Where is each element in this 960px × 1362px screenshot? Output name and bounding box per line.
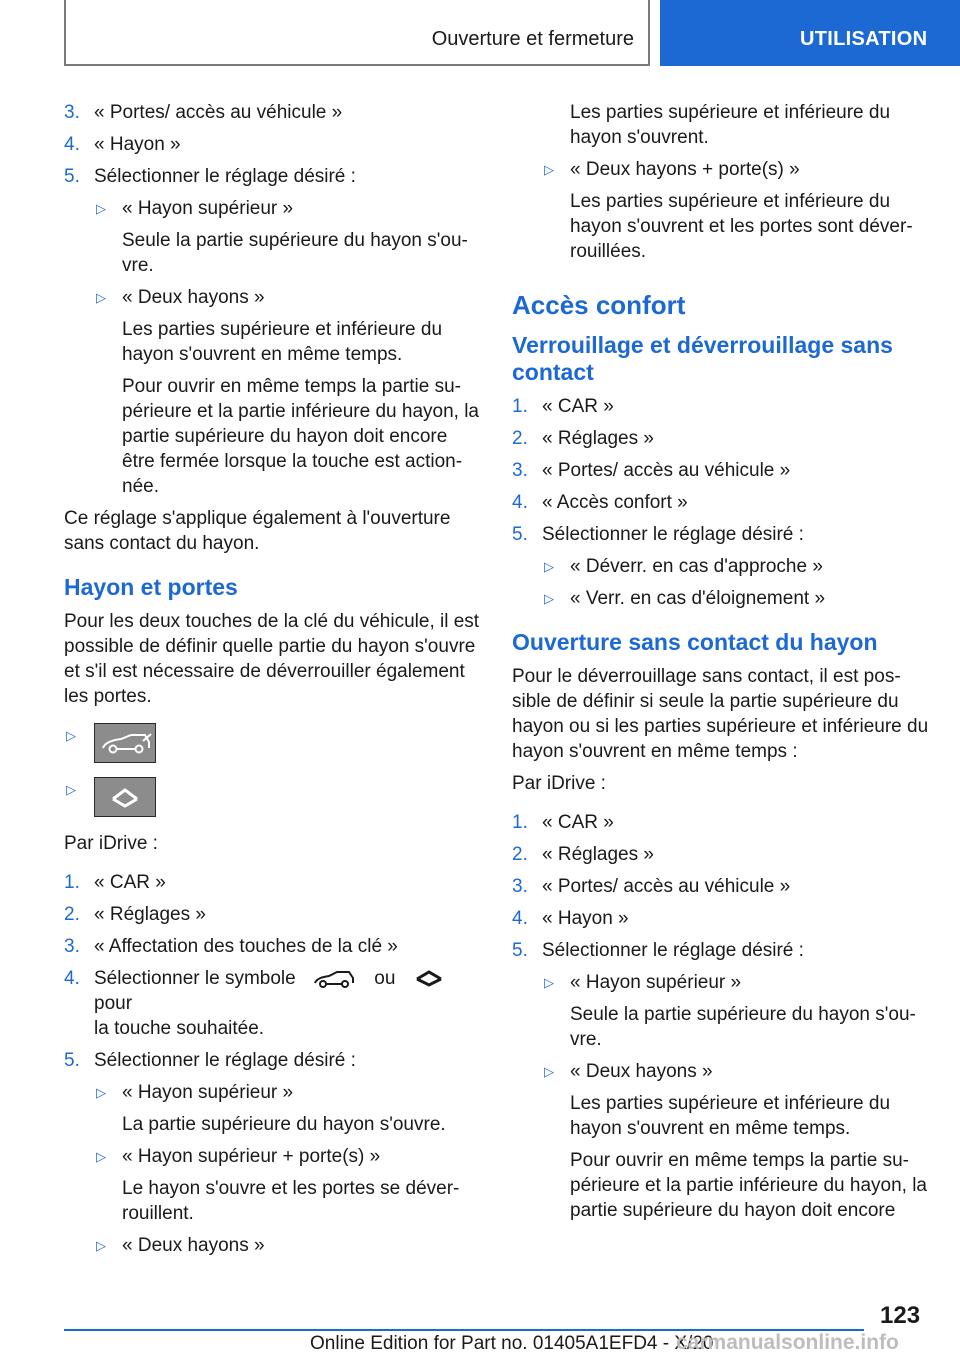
- car-tailgate-icon: [311, 968, 359, 990]
- triangle-bullet-icon: ▷: [96, 1085, 106, 1100]
- list-item: 2. « Réglages »: [512, 844, 654, 865]
- sub-item-note: Pour ouvrir en même temps la partie su- périeure et la partie inférieure du hayon, la partie supérieure du hayon doit encore être fermée lorsque la touche est action- née.: [122, 376, 480, 497]
- sub-item-desc: Les parties supérieure et inférieure du hayon s'ouvrent.: [570, 102, 891, 148]
- triangle-bullet-icon: ▷: [544, 559, 554, 574]
- list-item: 1. « CAR »: [512, 812, 614, 833]
- paragraph: Pour les deux touches de la clé du véhicule, il est possible de définir quelle partie du hayon s'ouvre et s'il est nécessaire de déverrouiller également les portes.: [64, 611, 480, 707]
- left-column: [64, 100, 484, 1265]
- list-item: 3. « Affectation des touches de la clé »: [64, 936, 398, 957]
- triangle-bullet-icon: ▷: [96, 1238, 106, 1253]
- sub-item: ▷ « Hayon supérieur »: [544, 972, 742, 993]
- triangle-bullet-icon: ▷: [544, 162, 554, 177]
- sub-item-note: Pour ouvrir en même temps la partie su- périeure et la partie inférieure du hayon, la partie supérieure du hayon doit encore: [570, 1150, 928, 1221]
- par-idrive-label: Par iDrive :: [64, 833, 158, 854]
- list-item: 1. « CAR »: [512, 396, 614, 417]
- page-number: 123: [880, 1302, 921, 1329]
- heading-acces-confort: Accès confort: [512, 290, 686, 320]
- triangle-bullet-icon: ▷: [544, 1064, 554, 1079]
- list-item: 5. Sélectionner le réglage désiré :: [512, 524, 804, 545]
- list-item: 2. « Réglages »: [512, 428, 654, 449]
- list-item: 3. « Portes/ accès au véhicule »: [512, 876, 791, 897]
- triangle-bullet-icon: ▷: [66, 782, 76, 797]
- sub-item: ▷ « Deux hayons »: [544, 1061, 713, 1082]
- car-tailgate-icon: [94, 723, 156, 763]
- sub-item-desc: Les parties supérieure et inférieure du hayon s'ouvrent en même temps.: [122, 319, 443, 365]
- section-title: Ouverture et fermeture: [431, 28, 634, 50]
- list-item: 5. Sélectionner le réglage désiré :: [64, 1050, 356, 1071]
- triangle-bullet-icon: ▷: [96, 290, 106, 305]
- icon-option: [64, 777, 484, 817]
- list-item: 2. « Réglages »: [64, 904, 206, 925]
- heading-ouverture-sans-contact: Ouverture sans contact du hayon: [512, 629, 878, 655]
- right-column: [512, 100, 932, 1230]
- open-chevron-icon: [409, 968, 449, 990]
- list-item: 5. Sélectionner le réglage désiré :: [512, 940, 804, 961]
- sub-item: ▷ « Hayon supérieur »: [96, 198, 294, 219]
- triangle-bullet-icon: ▷: [96, 201, 106, 216]
- paragraph: Pour le déverrouillage sans contact, il est pos- sible de définir si seule la partie supérieure du hayon ou si les parties supérieure et inférieure du hayon s'ouvrent en même temps :: [512, 666, 929, 762]
- chapter-tab[interactable]: [660, 0, 960, 66]
- sub-item-desc: Seule la partie supérieure du hayon s'ou- vre.: [122, 230, 468, 276]
- sub-item-desc: Le hayon s'ouvre et les portes se déver- rouillent.: [122, 1178, 460, 1224]
- sub-item-desc: Les parties supérieure et inférieure du hayon s'ouvrent en même temps.: [570, 1093, 891, 1139]
- sub-item: ▷ « Verr. en cas d'éloignement »: [544, 588, 826, 609]
- list-item: 4. « Accès confort »: [512, 492, 688, 513]
- paragraph: Ce réglage s'applique également à l'ouverture sans contact du hayon.: [64, 508, 451, 554]
- triangle-bullet-icon: ▷: [544, 975, 554, 990]
- sub-item: ▷ « Hayon supérieur + porte(s) »: [96, 1146, 381, 1167]
- sub-item: ▷ « Deux hayons + porte(s) »: [544, 159, 800, 180]
- list-item: 4. Sélectionner le symbole ou pour la touche souhaitée.: [64, 966, 484, 1041]
- sub-item-desc: Les parties supérieure et inférieure du hayon s'ouvrent et les portes sont déver- rouillées.: [570, 191, 913, 262]
- par-idrive-label: Par iDrive :: [512, 773, 606, 794]
- list-item: 4. « Hayon »: [64, 134, 181, 155]
- list-item: 3. « Portes/ accès au véhicule »: [512, 460, 791, 481]
- list-item: 5. Sélectionner le réglage désiré :: [64, 166, 356, 187]
- triangle-bullet-icon: ▷: [66, 728, 76, 743]
- header-section-box: [64, 0, 650, 66]
- watermark: carmanualsonline.info: [676, 1331, 899, 1354]
- sub-item: ▷ « Hayon supérieur »: [96, 1082, 294, 1103]
- sub-item-desc: La partie supérieure du hayon s'ouvre.: [122, 1114, 446, 1135]
- page-header: [0, 0, 960, 66]
- heading-verrouillage: Verrouillage et déverrouillage sans contact: [512, 332, 893, 385]
- heading-hayon-portes: Hayon et portes: [64, 574, 238, 600]
- sub-item: ▷ « Déverr. en cas d'approche »: [544, 556, 823, 577]
- list-item: 1. « CAR »: [64, 872, 166, 893]
- list-item: 4. « Hayon »: [512, 908, 629, 929]
- list-item: 3. « Portes/ accès au véhicule »: [64, 102, 343, 123]
- chapter-tab-label: UTILISATION: [800, 28, 928, 50]
- sub-item: ▷ « Deux hayons »: [96, 1235, 265, 1256]
- icon-option: [64, 723, 484, 763]
- triangle-bullet-icon: ▷: [96, 1149, 106, 1164]
- sub-item: ▷ « Deux hayons »: [96, 287, 265, 308]
- open-chevron-icon: [94, 777, 156, 817]
- triangle-bullet-icon: ▷: [544, 591, 554, 606]
- sub-item-desc: Seule la partie supérieure du hayon s'ou- vre.: [570, 1004, 916, 1050]
- footer-edition: Online Edition for Part no. 01405A1EFD4 - X/20: [310, 1333, 714, 1354]
